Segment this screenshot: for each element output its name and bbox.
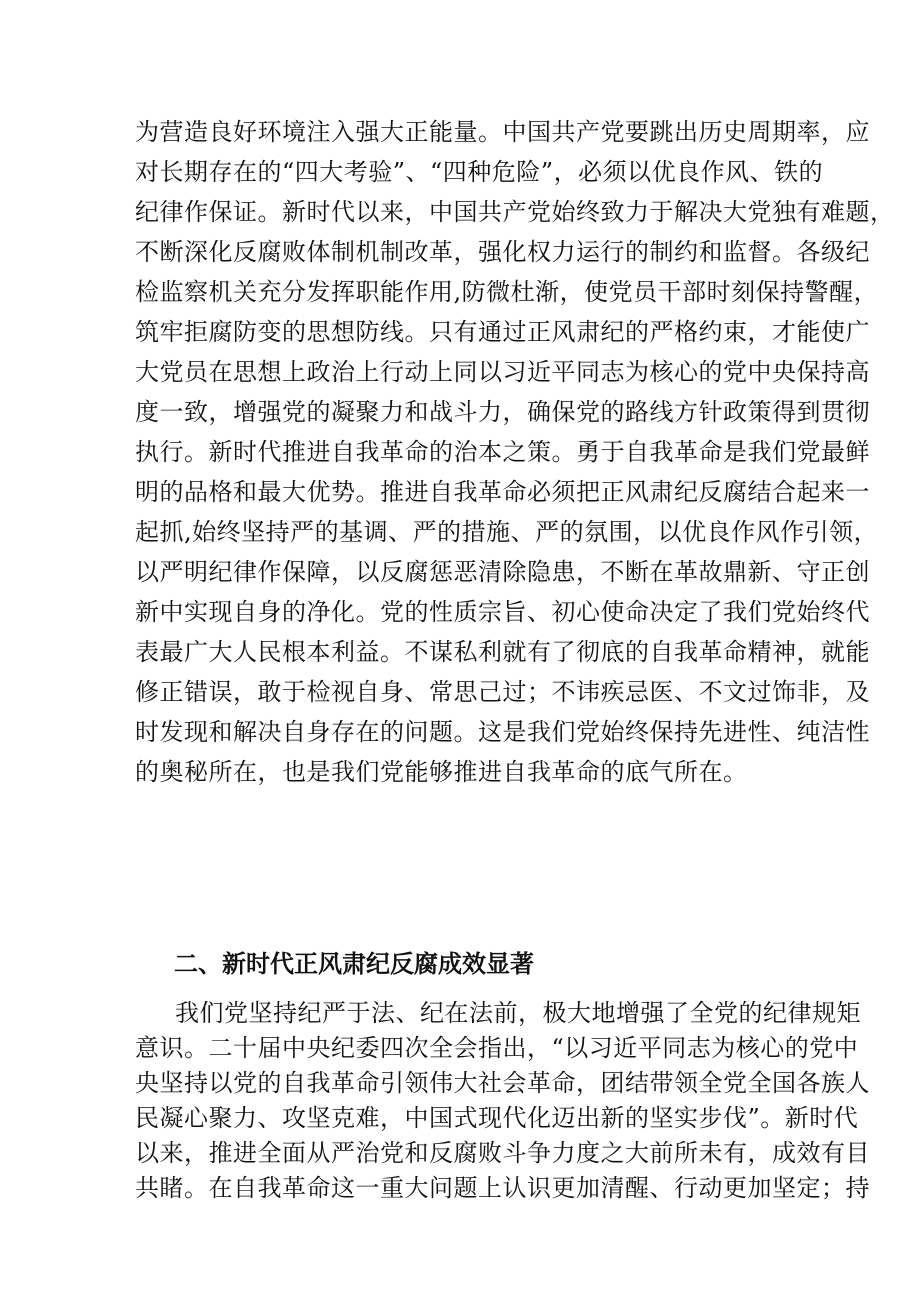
paragraph-line: 修正错误，敢于检视自身、常思己过；不讳疾忌医、不文过饰非，及 <box>135 678 870 706</box>
paragraph-line: 起抓,始终坚持严的基调、严的措施、严的氛围，以优良作风作引领， <box>135 518 879 546</box>
paragraph-line: 执行。新时代推进自我革命的治本之策。勇于自我革命是我们党最鲜 <box>135 438 870 466</box>
paragraph-line: 的奥秘所在，也是我们党能够推进自我革命的底气所在。 <box>135 758 748 786</box>
paragraph-line: 大党员在思想上政治上行动上同以习近平同志为核心的党中央保持高 <box>135 358 870 386</box>
paragraph-line: 新中实现自身的净化。党的性质宗旨、初心使命决定了我们党始终代 <box>135 598 870 626</box>
paragraph-line: 对长期存在的“四大考验”、“四种危险”，必须以优良作风、铁的 <box>135 158 824 186</box>
paragraph-line: 度一致，增强党的凝聚力和战斗力，确保党的路线方针政策得到贯彻 <box>135 398 870 426</box>
paragraph-line: 筑牢拒腐防变的思想防线。只有通过正风肃纪的严格约束，才能使广 <box>135 318 870 346</box>
paragraph-2 <box>135 996 870 1206</box>
paragraph-line: 明的品格和最大优势。推进自我革命必须把正风肃纪反腐结合起来一 <box>135 478 870 506</box>
paragraph-line: 民凝心聚力、攻坚克难，中国式现代化迈出新的坚实步伐”。新时代 <box>135 1104 859 1132</box>
paragraph-line: 表最广大人民根本利益。不谋私利就有了彻底的自我革命精神，就能 <box>135 638 870 666</box>
paragraph-line: 意识。二十届中央纪委四次全会指出，“以习近平同志为核心的党中 <box>135 1034 859 1062</box>
paragraph-line: 时发现和解决自身存在的问题。这是我们党始终保持先进性、纯洁性 <box>135 718 870 746</box>
section-heading: 二、新时代正风肃纪反腐成效显著 <box>174 950 534 978</box>
paragraph-line: 为营造良好环境注入强大正能量。中国共产党要跳出历史周期率，应 <box>135 118 870 146</box>
paragraph-line: 以严明纪律作保障，以反腐惩恶清除隐患，不断在革故鼎新、守正创 <box>135 558 870 586</box>
paragraph-line: 我们党坚持纪严于法、纪在法前，极大地增强了全党的纪律规矩 <box>175 999 861 1027</box>
paragraph-line: 纪律作保证。新时代以来，中国共产党始终致力于解决大党独有难题， <box>135 198 895 226</box>
paragraph-line: 共睹。在自我革命这一重大问题上认识更加清醒、行动更加坚定；持 <box>135 1174 870 1202</box>
paragraph-line: 央坚持以党的自我革命引领伟大社会革命，团结带领全党全国各族人 <box>135 1069 870 1097</box>
paragraph-line: 不断深化反腐败体制机制改革，强化权力运行的制约和监督。各级纪 <box>135 238 870 266</box>
paragraph-1 <box>135 112 895 792</box>
paragraph-line: 以来，推进全面从严治党和反腐败斗争力度之大前所未有，成效有目 <box>135 1139 870 1167</box>
paragraph-line: 检监察机关充分发挥职能作用,防微杜渐，使党员干部时刻保持警醒， <box>135 278 879 306</box>
